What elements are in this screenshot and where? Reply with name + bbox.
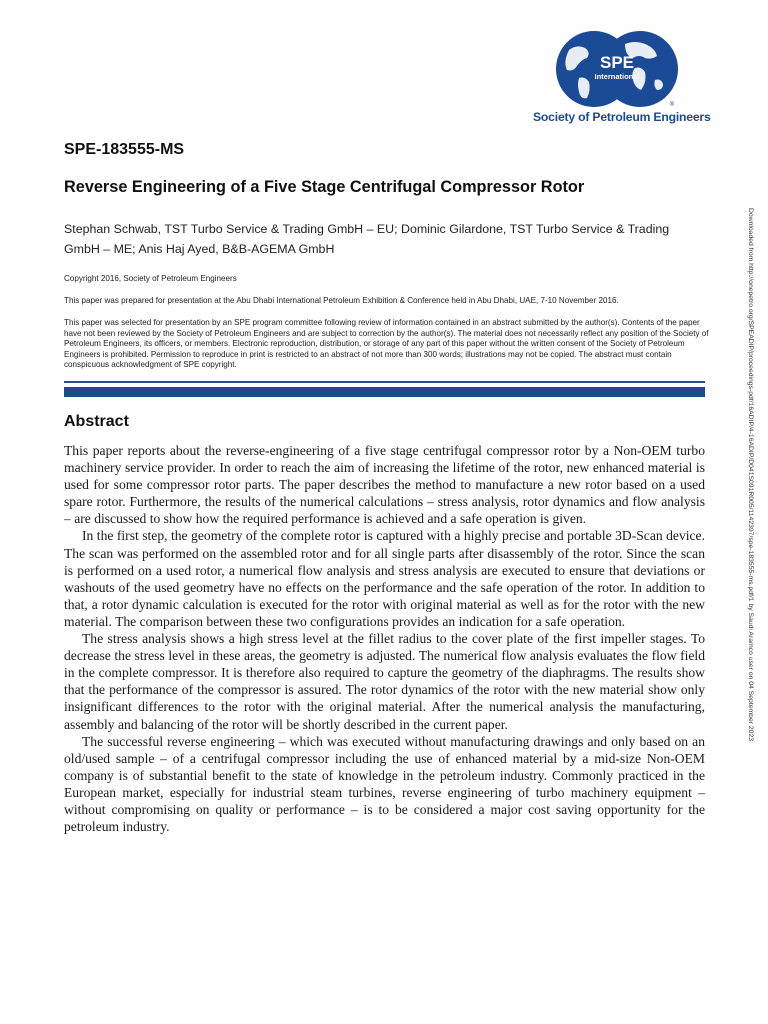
- abstract-paragraph: The successful reverse engineering – which was executed without manufacturing drawings and only based on an old/used sample – of a centrifugal compressor including the use of enhanced material by a mid-size Non-OEM company is of substantial benefit to the state of knowledge in the petroleum industry. Commonly practiced in the European market, especially for industrial steam turbines, reverse engineering of turbo machinery equipment – without compromising on quality or performance – is to be considered a major cost saving opportunity for the petroleum industry.: [64, 733, 705, 835]
- download-watermark: Downloaded from http://onepetro.org/SPEADIP/proceedings-pdf/16ADIP/4-16ADIP/D041S091R005/1142397/spe-183555-ms.pdf/1 by Saudi Aramco user on 04 September 2023: [747, 208, 754, 742]
- paper-authors: Stephan Schwab, TST Turbo Service & Trading GmbH – EU; Dominic Gilardone, TST Turbo Service & Trading GmbH – ME; Anis Haj Ayed, B&B-AGEMA GmbH: [64, 222, 670, 256]
- logo-international-text: International: [594, 72, 640, 81]
- divider-thick: [64, 387, 705, 397]
- logo-spe-text: SPE: [599, 53, 635, 72]
- abstract-paragraph: This paper reports about the reverse-engineering of a five stage centrifugal compressor rotor by a Non-OEM turbo machinery service provider. In order to reach the aim of increasing the lifetime of the rotor, new enhanced material is used for some compressor rotor parts. The paper describes the method to manufacture a new rotor based on a used spare rotor. Furthermore, the results of the numerical calculations – stress analysis, rotor dynamics and flow analysis – are discussed to show how the required performance is achieved and a safe operation is given.: [64, 443, 705, 527]
- abstract-paragraph: In the first step, the geometry of the complete rotor is captured with a highly precise and portable 3D-Scan device. The scan was performed on the assembled rotor and for all single parts after disassembly of the rotor. Since the scan is performed on a used rotor, a numerical flow analysis and stress analysis are executed to ensure that deviations or washouts of the used geometry have no effects on the performance and the safe operation of the rotor. In addition to that, a rotor dynamic calculation is executed for the rotor with original material as well as for the rotor with the new material. The comparison between these two configurations provides an indication for a safe operation.: [64, 528, 705, 629]
- abstract-paragraph: The stress analysis shows a high stress level at the fillet radius to the cover plate of the first impeller stages. To decrease the stress level in these areas, the geometry is adjusted. The numerical flow analysis evaluates the flow field in the complete compressor. It is therefore also required to capture the geometry of the diaphragms. The results show that the performance of the compressor is assured. The rotor dynamics of the rotor with the new material show only insignificant differences to the rotor with the original material. After the numerical analysis the manufacturing, assembly and balancing of the rotor will be shortly described in the current paper.: [64, 631, 705, 732]
- abstract-heading: Abstract: [64, 413, 129, 430]
- selection-notice: This paper was selected for presentation by an SPE program committee following review of information contained in an abstract submitted by the author(s). Contents of the paper have not been reviewed by the Society of Petroleum Engineers and are subject to correction by the author(s). The material does not necessarily reflect any position of the Society of Petroleum Engineers, its officers, or members. Electronic reproduction, distribution, or storage of any part of this paper without the written consent of the Society of Petroleum Engineers is prohibited. Permission to reproduce in print is restricted to an abstract of not more than 300 words; illustrations may not be copied. The abstract must contain conspicuous acknowledgment of SPE copyright.: [64, 318, 709, 369]
- paper-number: SPE-183555-MS: [64, 141, 185, 158]
- spe-logo: [533, 30, 711, 130]
- spe-globe-icon: [555, 30, 679, 108]
- presentation-notice: This paper was prepared for presentation at the Abu Dhabi International Petroleum Exhibition & Conference held in Abu Dhabi, UAE, 7-10 November 2016.: [64, 296, 619, 305]
- abstract-body: [64, 442, 705, 835]
- divider-thin: [64, 381, 705, 383]
- copyright-notice: Copyright 2016, Society of Petroleum Engineers: [64, 274, 237, 283]
- logo-society-name: Society of Petroleum Engineers: [533, 110, 711, 124]
- logo-registered-mark: ®: [669, 102, 675, 108]
- paper-title: Reverse Engineering of a Five Stage Centrifugal Compressor Rotor: [64, 178, 585, 196]
